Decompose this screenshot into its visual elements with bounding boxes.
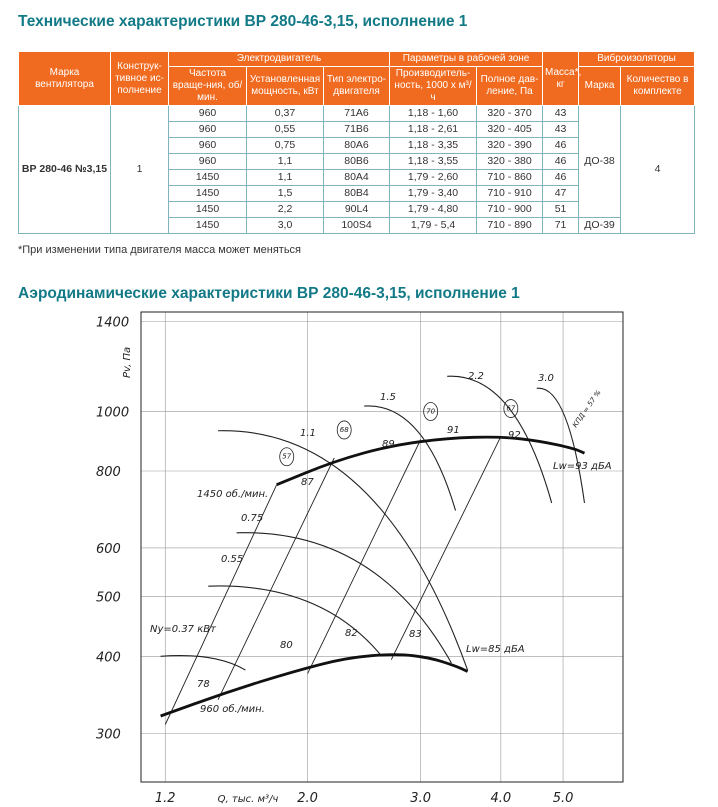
- efficiency-point-label: 91: [447, 425, 460, 436]
- col-group-motor: Электродвигатель: [169, 52, 390, 67]
- x-tick-label: 4.0: [490, 791, 512, 806]
- power-label-055: 0.55: [221, 554, 244, 565]
- power-cell: 0,37: [247, 106, 324, 122]
- col-vibro-mark: Марка: [579, 67, 621, 106]
- section-title-chart: Аэродинамические характеристики ВР 280-46-3,15, исполнение 1: [18, 285, 520, 302]
- power-label-037: Ny=0.37 кВт: [150, 624, 216, 635]
- rpm-cell: 1450: [169, 186, 247, 202]
- y-tick-label: 500: [96, 590, 121, 606]
- power-cell: 1,1: [247, 154, 324, 170]
- col-flow: Производитель-ность, 1000 x м³/ч: [390, 67, 477, 106]
- efficiency-point-label: 87: [301, 477, 314, 488]
- x-tick-label: 1.2: [154, 791, 176, 806]
- pressure-cell: 710 - 910: [477, 186, 543, 202]
- flow-cell: 1,79 - 3,40: [390, 186, 477, 202]
- col-pressure: Полное дав-ление, Па: [477, 67, 543, 106]
- flow-cell: 1,18 - 3,35: [390, 138, 477, 154]
- power-label-11: 1.1: [300, 428, 316, 439]
- efficiency-lines: [165, 400, 518, 725]
- mass-cell: 43: [543, 122, 579, 138]
- vibro-mark-cell: ДО-39: [579, 218, 621, 234]
- flow-cell: 1,18 - 1,60: [390, 106, 477, 122]
- flow-cell: 1,18 - 2,61: [390, 122, 477, 138]
- rpm-cell: 1450: [169, 170, 247, 186]
- efficiency-value: 57: [282, 452, 292, 461]
- y-tick-label: 800: [96, 465, 121, 481]
- mass-cell: 46: [543, 154, 579, 170]
- flow-cell: 1,79 - 4,80: [390, 202, 477, 218]
- col-group-vibro: Виброизоляторы: [579, 52, 695, 67]
- design-cell: 1: [111, 106, 169, 234]
- pressure-cell: 320 - 380: [477, 154, 543, 170]
- efficiency-value: 70: [426, 407, 436, 416]
- power-curve: [364, 406, 455, 511]
- motor-type-cell: 80В6: [324, 154, 390, 170]
- efficiency-point-label: 80: [280, 640, 293, 651]
- efficiency-line: [308, 440, 421, 674]
- motor-type-cell: 80А4: [324, 170, 390, 186]
- col-power: Установленная мощность, кВт: [247, 67, 324, 106]
- flow-cell: 1,79 - 2,60: [390, 170, 477, 186]
- mass-cell: 43: [543, 106, 579, 122]
- pressure-cell: 320 - 370: [477, 106, 543, 122]
- y-tick-label: 400: [96, 650, 121, 666]
- pressure-cell: 320 - 405: [477, 122, 543, 138]
- mass-cell: 46: [543, 170, 579, 186]
- y-axis-label: Pv, Па: [122, 346, 133, 378]
- lw-93-label: Lw=93 дБА: [553, 461, 612, 472]
- chart-labels: [150, 371, 612, 715]
- power-label-15: 1.5: [380, 392, 396, 403]
- pressure-cell: 710 - 860: [477, 170, 543, 186]
- col-group-params: Параметры в рабочей зоне: [390, 52, 543, 67]
- power-cell: 2,2: [247, 202, 324, 218]
- col-rpm: Частота враще-ния, об/мин.: [169, 67, 247, 106]
- col-model: Марка вентилятора: [19, 52, 111, 106]
- x-tick-label: 3.0: [410, 791, 431, 806]
- rpm-cell: 960: [169, 122, 247, 138]
- vibro-mark-cell: ДО-38: [579, 106, 621, 218]
- power-cell: 3,0: [247, 218, 324, 234]
- motor-type-cell: 90L4: [324, 202, 390, 218]
- power-curve: [161, 656, 246, 670]
- mass-cell: 51: [543, 202, 579, 218]
- axis-ticks: [96, 315, 573, 806]
- rpm-960-label: 960 об./мин.: [200, 704, 265, 715]
- y-tick-label: 1400: [96, 315, 130, 331]
- model-cell: ВР 280-46 №3,15: [19, 106, 111, 234]
- efficiency-value: 68: [339, 425, 349, 434]
- lw-85-label: Lw=85 дБА: [466, 644, 525, 655]
- efficiency-value: 67: [506, 404, 516, 413]
- rpm-1450-label: 1450 об./мин.: [197, 489, 269, 500]
- motor-type-cell: 100S4: [324, 218, 390, 234]
- rpm-cell: 960: [169, 138, 247, 154]
- x-axis-label: Q, тыс. м³/ч: [217, 794, 279, 805]
- power-label-30: 3.0: [538, 373, 554, 384]
- rpm-curves: [161, 437, 585, 716]
- y-tick-label: 600: [96, 541, 121, 557]
- rpm-cell: 1450: [169, 218, 247, 234]
- col-vibro-qty: Количество в комплекте: [621, 67, 695, 106]
- flow-cell: 1,18 - 3,55: [390, 154, 477, 170]
- rpm-cell: 960: [169, 154, 247, 170]
- col-design: Конструк-тивное ис-полнение: [111, 52, 169, 106]
- x-tick-label: 5.0: [552, 791, 574, 806]
- power-cell: 0,55: [247, 122, 324, 138]
- efficiency-point-label: 78: [197, 679, 210, 690]
- y-tick-label: 1000: [96, 405, 130, 421]
- pressure-cell: 320 - 390: [477, 138, 543, 154]
- mass-cell: 47: [543, 186, 579, 202]
- power-cell: 1,1: [247, 170, 324, 186]
- section-title-specs: Технические характеристики ВР 280-46-3,15, исполнение 1: [18, 13, 468, 30]
- motor-type-cell: 71В6: [324, 122, 390, 138]
- power-label-075: 0.75: [241, 513, 264, 524]
- power-curves: [161, 376, 585, 670]
- y-tick-label: 300: [96, 727, 121, 743]
- col-motor-type: Тип электро-двигателя: [324, 67, 390, 106]
- motor-type-cell: 80А6: [324, 138, 390, 154]
- efficiency-kpd-label: КПД = 57 %: [571, 388, 603, 430]
- rpm-cell: 1450: [169, 202, 247, 218]
- power-cell: 0,75: [247, 138, 324, 154]
- power-label-22: 2.2: [468, 371, 484, 382]
- efficiency-point-label: 89: [382, 439, 395, 450]
- power-cell: 1,5: [247, 186, 324, 202]
- rpm-cell: 960: [169, 106, 247, 122]
- motor-type-cell: 80В4: [324, 186, 390, 202]
- motor-type-cell: 71А6: [324, 106, 390, 122]
- efficiency-point-label: 92: [508, 430, 521, 441]
- efficiency-point-label: 82: [345, 628, 358, 639]
- pressure-cell: 710 - 890: [477, 218, 543, 234]
- flow-cell: 1,79 - 5,4: [390, 218, 477, 234]
- mass-cell: 71: [543, 218, 579, 234]
- pressure-cell: 710 - 900: [477, 202, 543, 218]
- vibro-qty-cell: 4: [621, 106, 695, 234]
- footnote: *При изменении типа двигателя масса может меняться: [18, 244, 302, 256]
- power-curve: [218, 431, 468, 670]
- col-mass: Масса*, кг: [543, 52, 579, 106]
- x-tick-label: 2.0: [297, 791, 318, 806]
- efficiency-point-label: 83: [409, 629, 422, 640]
- mass-cell: 46: [543, 138, 579, 154]
